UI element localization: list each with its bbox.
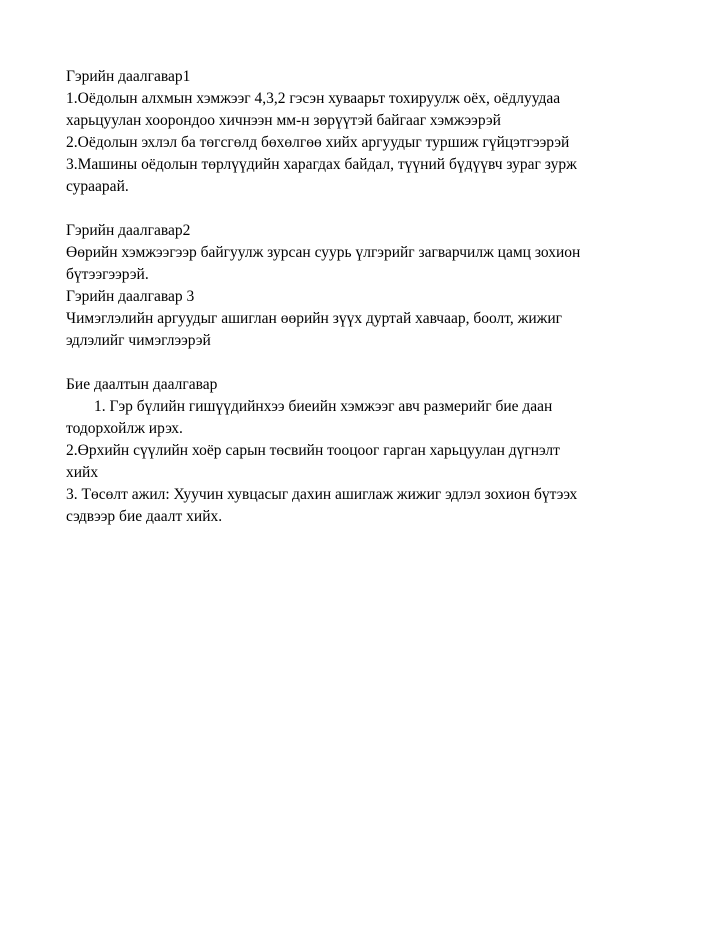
document-body bbox=[66, 66, 666, 528]
homework-1-heading: Гэрийн даалгавар1 bbox=[66, 68, 191, 85]
homework-2-line: Өөрийн хэмжээгээр байгуулж зурсан суурь үлгэрийг загварчилж цамц зохион bbox=[66, 244, 581, 261]
homework-1-line: 1.Оёдолын алхмын хэмжээг 4,3,2 гэсэн хуваарьт тохируулж оёх, оёдлуудаа bbox=[66, 90, 561, 107]
homework-1-line: 3.Машины оёдолын төрлүүдийн харагдах байдал, түүний бүдүүвч зураг зурж bbox=[66, 156, 577, 173]
independent-work-line: хийх bbox=[66, 464, 99, 481]
homework-1-line: сураарай. bbox=[66, 178, 129, 195]
paragraph-gap bbox=[66, 352, 666, 374]
independent-work-line: тодорхойлж ирэх. bbox=[66, 420, 183, 437]
homework-2-line: бүтээгээрэй. bbox=[66, 266, 149, 283]
homework-1-line: харьцуулан хоорондоо хичнээн мм-н зөрүүтэй байгааг хэмжээрэй bbox=[66, 112, 501, 129]
homework-3-line: эдлэлийг чимэглээрэй bbox=[66, 332, 211, 349]
homework-2-heading: Гэрийн даалгавар2 bbox=[66, 222, 191, 239]
paragraph-gap bbox=[66, 198, 666, 220]
homework-3-heading: Гэрийн даалгавар 3 bbox=[66, 288, 195, 305]
independent-work-heading: Бие даалтын даалгавар bbox=[66, 376, 218, 393]
independent-work-line: 1. Гэр бүлийн гишүүдийнхээ биеийн хэмжээг авч размерийг бие даан bbox=[94, 398, 553, 415]
independent-work-line: 3. Төсөлт ажил: Хуучин хувцасыг дахин ашиглаж жижиг эдлэл зохион бүтээх bbox=[66, 486, 578, 503]
independent-work-line: 2.Өрхийн сүүлийн хоёр сарын төсвийн тооцоог гарган харьцуулан дүгнэлт bbox=[66, 442, 560, 459]
homework-1-line: 2.Оёдолын эхлэл ба төгсгөлд бөхөлгөө хийх аргуудыг туршиж гүйцэтгээрэй bbox=[66, 134, 570, 151]
independent-work-line: сэдвээр бие даалт хийх. bbox=[66, 508, 223, 525]
homework-3-line: Чимэглэлийн аргуудыг ашиглан өөрийн зүүх дуртай хавчаар, боолт, жижиг bbox=[66, 310, 562, 327]
